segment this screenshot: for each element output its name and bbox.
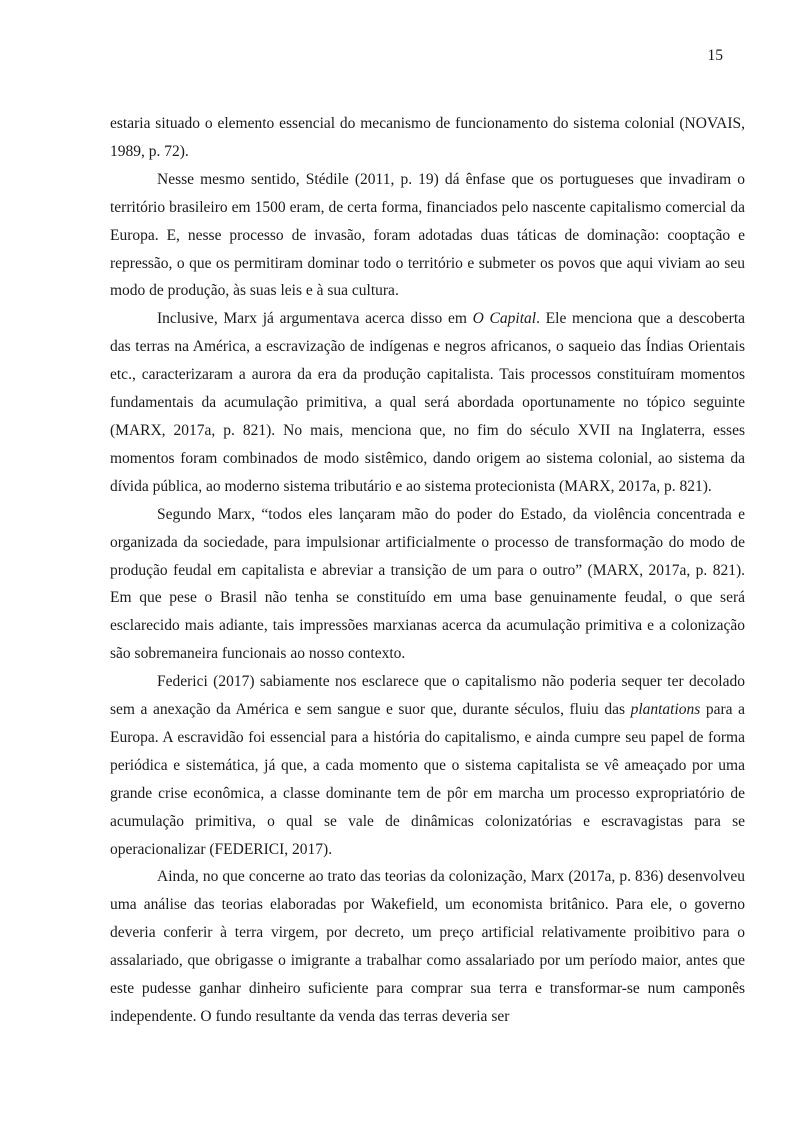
document-body — [110, 110, 745, 1031]
italic-text-run: plantations — [630, 701, 701, 719]
paragraph — [110, 305, 745, 500]
text-run: Segundo Marx, “todos eles lançaram mão do poder do Estado, da violência concentrada e organizada da sociedade, para impulsionar artificialmente o processo de transformação do modo de produção feudal em capitalista e abreviar a transição de um para o outro” (MARX, 2017a, p. 821). Em que pese o Brasil não tenha se constituído em uma base genuinamente feudal, o que será esclarecido mais adiante, tais impressões marxianas acerca da acumulação primitiva e a colonização são sobremaneira funcionais ao nosso contexto. — [110, 505, 745, 663]
paragraph — [110, 110, 745, 166]
italic-text-run: O Capital — [472, 310, 537, 328]
text-run: Federici (2017) sabiamente nos esclarece que o capitalismo não poderia sequer ter decolado sem a anexação da América e sem sangue e suor que, durante séculos, fluiu das — [110, 673, 745, 719]
paragraph — [110, 166, 745, 306]
text-run: para a Europa. A escravidão foi essencial para a história do capitalismo, e ainda cumpre seu papel de forma periódica e sistemática, já que, a cada momento que o sistema capitalista se vê ameaçado por uma grande crise econômica, a classe dominante tem de pôr em marcha um processo expropriatório de acumulação primitiva, o qual se vale de dinâmicas colonizatórias e escravagistas para se operacionalizar (FEDERICI, 2017). — [110, 701, 745, 858]
text-run: . Ele menciona que a descoberta das terras na América, a escravização de indígenas e negros africanos, o saqueio das Índias Orientais etc., caracterizaram a aurora da era da produção capitalista. Tais processos constituíram momentos fundamentais da acumulação primitiva, a qual será abordada oportunamente no tópico seguinte (MARX, 2017a, p. 821). No mais, menciona que, no fim do século XVII na Inglaterra, esses momentos foram combinados de modo sistêmico, dando origem ao sistema colonial, ao sistema da dívida pública, ao moderno sistema tributário e ao sistema protecionista (MARX, 2017a, p. 821). — [110, 310, 745, 495]
paragraph — [110, 863, 745, 1030]
text-run: Nesse mesmo sentido, Stédile (2011, p. 19) dá ênfase que os portugueses que invadiram o território brasileiro em 1500 eram, de certa forma, financiados pelo nascente capitalismo comercial da Europa. E, nesse processo de invasão, foram adotadas duas táticas de dominação: cooptação e repressão, o que os permitiram dominar todo o território e submeter os povos que aqui viviam ao seu modo de produção, às suas leis e à sua cultura. — [110, 170, 745, 300]
paragraph — [110, 501, 745, 668]
text-run: estaria situado o elemento essencial do mecanismo de funcionamento do sistema colonial (NOVAIS, 1989, p. 72). — [110, 115, 745, 160]
page-number: 15 — [707, 47, 723, 64]
text-run: Inclusive, Marx já argumentava acerca disso em — [157, 310, 473, 328]
text-run: Ainda, no que concerne ao trato das teorias da colonização, Marx (2017a, p. 836) desenvolveu uma análise das teorias elaboradas por Wakefield, um economista britânico. Para ele, o governo deveria conferir à terra virgem, por decreto, um preço artificial relativamente proibitivo para o assalariado, que obrigasse o imigrante a trabalhar como assalariado por um período maior, antes que este pudesse ganhar dinheiro suficiente para comprar sua terra e transformar-se num camponês independente. O fundo resultante da venda das terras deveria ser — [110, 868, 745, 1025]
paragraph — [110, 668, 745, 863]
